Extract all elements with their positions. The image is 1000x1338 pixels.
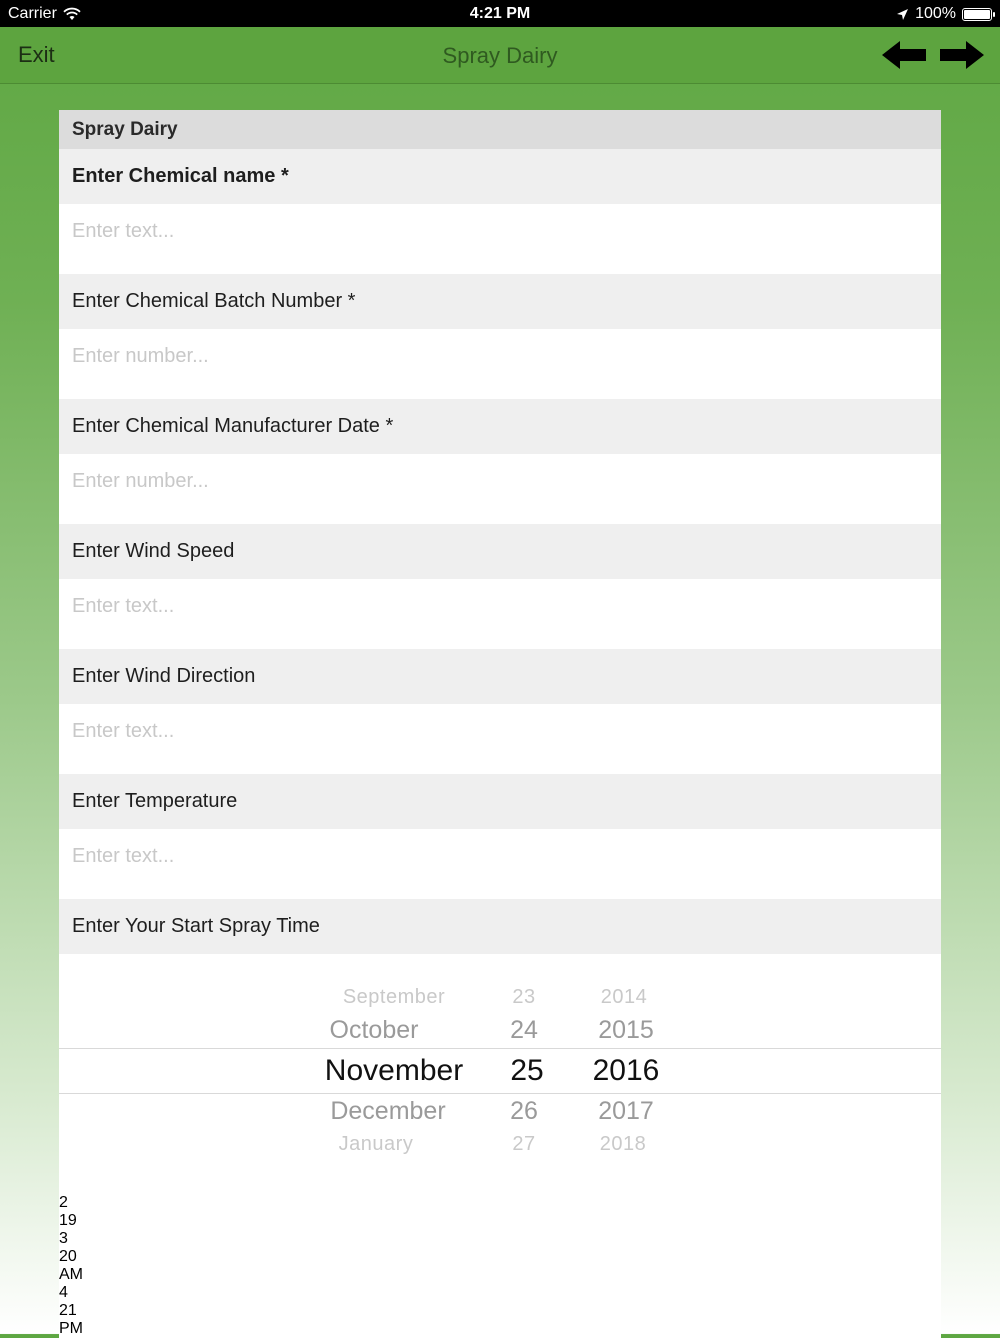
chemical-name-field	[59, 204, 941, 274]
batch-number-label: Enter Chemical Batch Number *	[59, 274, 941, 329]
wind-direction-field	[59, 704, 941, 774]
page-title: Spray Dairy	[442, 43, 558, 68]
year-option[interactable]: 2014	[600, 986, 648, 1008]
period-option[interactable]: AM	[59, 1266, 83, 1283]
date-picker[interactable]	[59, 954, 941, 1194]
wind-speed-label: Enter Wind Speed	[59, 524, 941, 579]
picker-selection-top-line	[59, 1048, 941, 1049]
hour-option[interactable]: 2	[59, 1194, 68, 1211]
selected-day[interactable]: 25	[510, 1054, 544, 1087]
status-time: 4:21 PM	[469, 5, 531, 22]
status-right	[896, 5, 992, 23]
location-arrow-icon	[896, 8, 909, 21]
day-option[interactable]: 26	[510, 1097, 538, 1125]
nav-arrows	[882, 41, 984, 69]
day-option[interactable]: 24	[510, 1016, 538, 1044]
manufacturer-date-input[interactable]	[72, 470, 912, 493]
temperature-field	[59, 829, 941, 899]
month-option[interactable]: January	[338, 1133, 414, 1155]
battery-icon	[962, 8, 992, 21]
navigation-bar	[0, 27, 1000, 84]
selected-period[interactable]: PM	[59, 1320, 83, 1337]
wind-direction-input[interactable]	[72, 720, 912, 743]
batch-number-input[interactable]	[72, 345, 912, 368]
wind-speed-input[interactable]	[72, 595, 912, 618]
start-spray-time-label: Enter Your Start Spray Time	[59, 899, 941, 954]
back-arrow-icon[interactable]	[882, 41, 926, 69]
chemical-name-label: Enter Chemical name *	[59, 149, 941, 204]
batch-number-field	[59, 329, 941, 399]
forward-arrow-icon[interactable]	[940, 41, 984, 69]
month-option[interactable]: December	[330, 1097, 446, 1125]
selected-minute[interactable]: 21	[59, 1302, 77, 1319]
battery-percent: 100%	[915, 5, 956, 22]
year-option[interactable]: 2017	[598, 1097, 654, 1125]
selected-hour[interactable]: 4	[59, 1284, 68, 1301]
year-option[interactable]: 2018	[599, 1133, 647, 1155]
chemical-name-input[interactable]	[72, 220, 912, 243]
exit-button[interactable]: Exit	[18, 42, 55, 67]
day-option[interactable]: 23	[512, 986, 536, 1008]
selected-month[interactable]: November	[324, 1054, 464, 1087]
minute-option[interactable]: 20	[59, 1248, 77, 1265]
year-option[interactable]: 2015	[598, 1016, 654, 1044]
form-header: Spray Dairy	[59, 110, 941, 149]
carrier-label: Carrier	[8, 5, 57, 22]
day-option[interactable]: 27	[512, 1133, 536, 1155]
month-option[interactable]: October	[329, 1016, 419, 1044]
picker-selection-bottom-line	[59, 1093, 941, 1094]
minute-option[interactable]: 19	[59, 1212, 77, 1229]
manufacturer-date-label: Enter Chemical Manufacturer Date *	[59, 399, 941, 454]
hour-option[interactable]: 3	[59, 1230, 68, 1247]
month-option[interactable]: September	[342, 986, 446, 1008]
selected-year[interactable]: 2016	[592, 1054, 660, 1087]
temperature-label: Enter Temperature	[59, 774, 941, 829]
wind-speed-field	[59, 579, 941, 649]
temperature-input[interactable]	[72, 845, 912, 868]
status-bar	[0, 0, 1000, 27]
wind-direction-label: Enter Wind Direction	[59, 649, 941, 704]
form-card	[59, 110, 941, 1337]
time-picker[interactable]	[59, 1194, 941, 1338]
manufacturer-date-field	[59, 454, 941, 524]
